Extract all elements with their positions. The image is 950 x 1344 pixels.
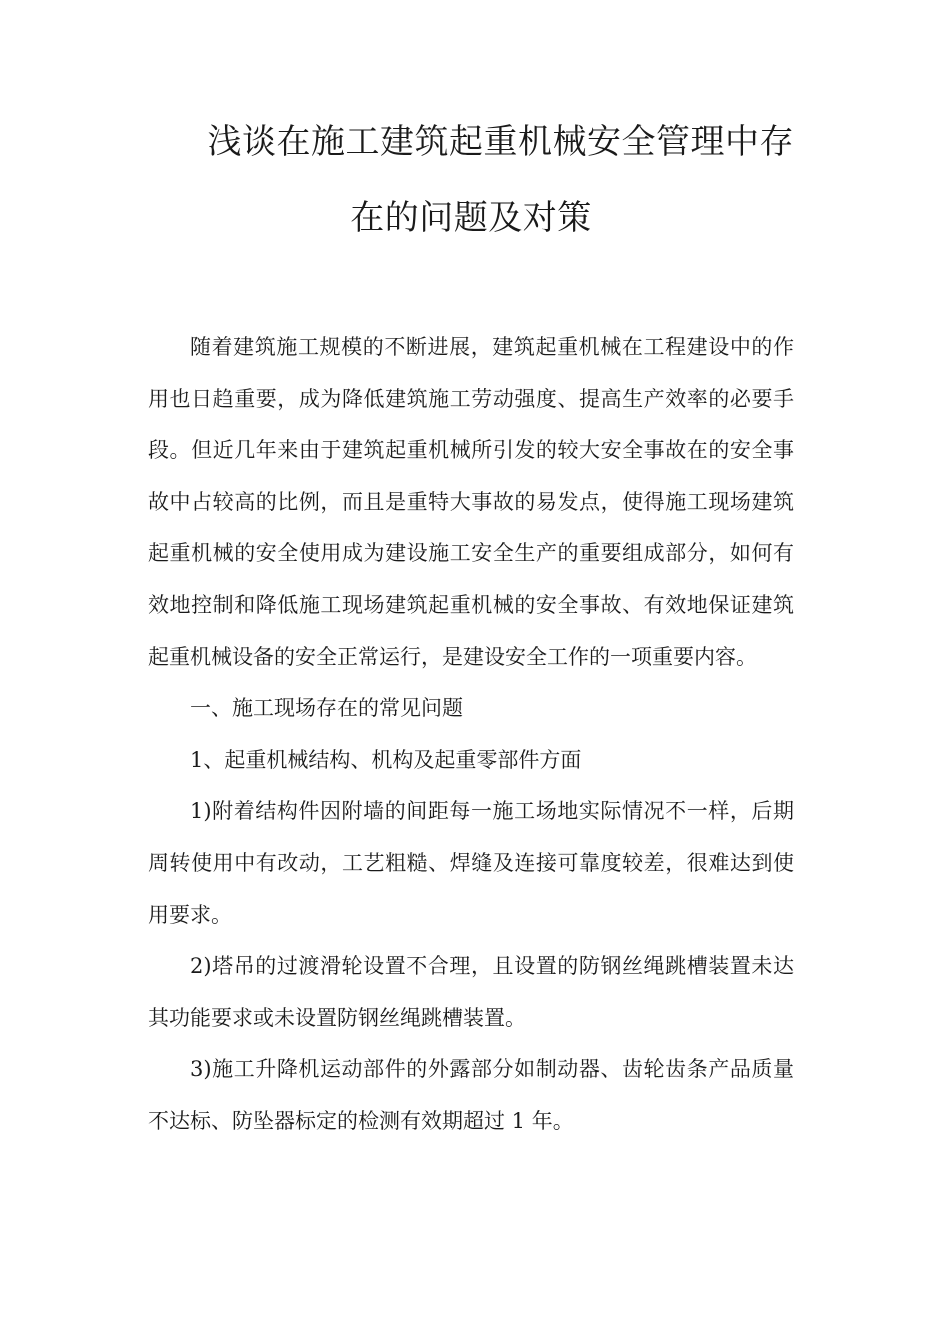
list-item-2: 2)塔吊的过渡滑轮设置不合理，且设置的防钢丝绳跳槽装置未达其功能要求或未设置防钢丝绳跳槽装置。 bbox=[148, 954, 794, 1030]
list-item-3: 3)施工升降机运动部件的外露部分如制动器、齿轮齿条产品质量不达标、防坠器标定的检测有效期超过 1 年。 bbox=[148, 1057, 794, 1133]
document-title-line-2: 在的问题及对策 bbox=[350, 198, 592, 238]
document-title-line-1: 浅谈在施工建筑起重机械安全管理中存 bbox=[207, 122, 794, 162]
intro-paragraph: 随着建筑施工规模的不断进展，建筑起重机械在工程建设中的作用也日趋重要，成为降低建筑施工劳动强度、提高生产效率的必要手段。但近几年来由于建筑起重机械所引发的较大安全事故在的安全事故中占较高的比例，而且是重特大事故的易发点，使得施工现场建筑起重机械的安全使用成为建设施工安全生产的重要组成部分，如何有效地控制和降低施工现场建筑起重机械的安全事故、有效地保证建筑起重机械设备的安全正常运行，是建设安全工作的一项重要内容。 bbox=[148, 335, 794, 669]
subsection-heading: 1、起重机械结构、机构及起重零部件方面 bbox=[190, 747, 582, 772]
list-item-1: 1)附着结构件因附墙的间距每一施工场地实际情况不一样，后期周转使用中有改动，工艺粗糙、焊缝及连接可靠度较差，很难达到使用要求。 bbox=[148, 799, 794, 927]
document-body bbox=[148, 322, 794, 1148]
section-heading: 一、施工现场存在的常见问题 bbox=[190, 696, 463, 721]
